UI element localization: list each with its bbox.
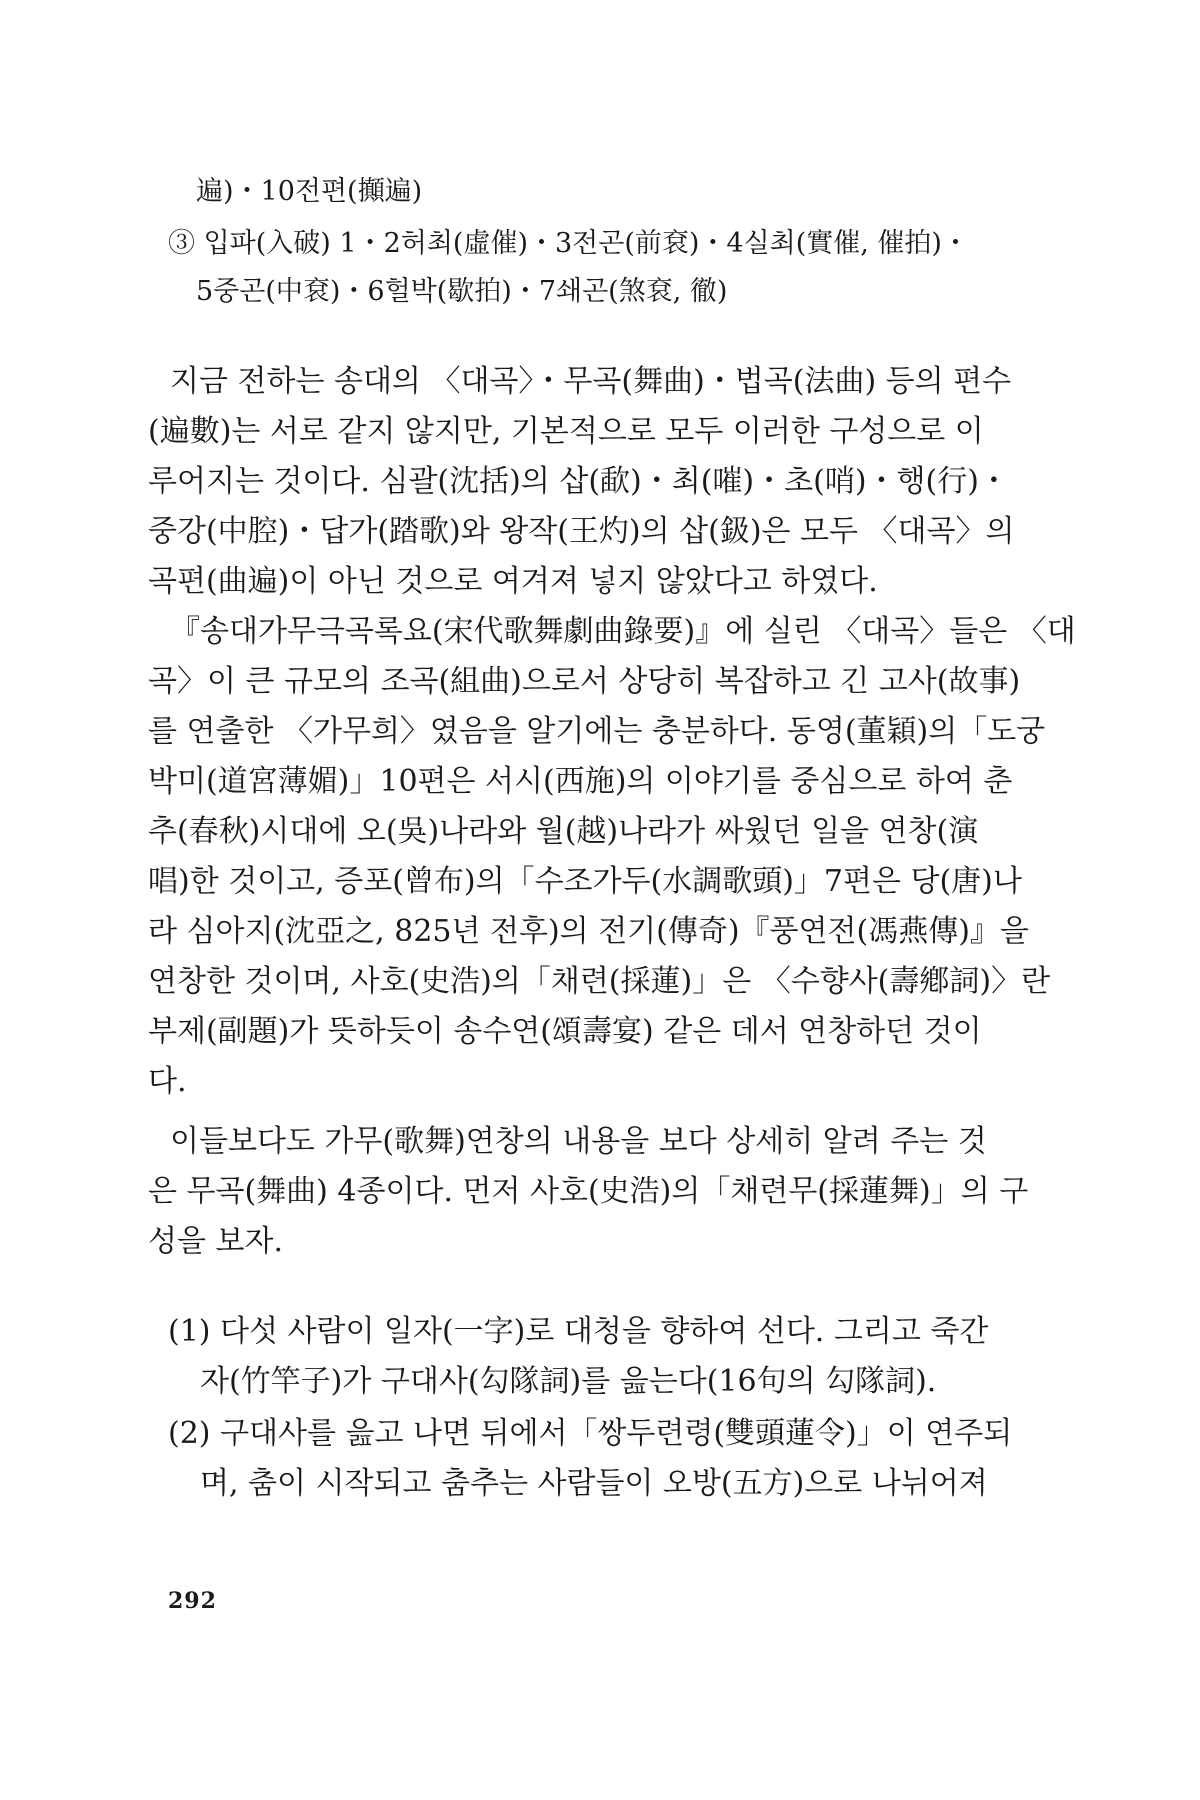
paragraph2-line-4: 박미(道宮薄媚)」10편은 서시(西施)의 이야기를 중심으로 하여 춘 xyxy=(148,764,1013,799)
paragraph3-line-3: 성을 보자. xyxy=(148,1224,283,1259)
paragraph1-line-3: 루어지는 것이다. 심괄(沈括)의 삽(歃)・최(嗺)・초(哨)・행(行)・ xyxy=(148,464,1009,499)
paragraph2-line-3: 를 연출한 〈가무희〉였음을 알기에는 충분하다. 동영(董穎)의「도궁 xyxy=(148,714,1046,749)
paragraph1-line-5: 곡편(曲遍)이 아닌 것으로 여겨져 넣지 않았다고 하였다. xyxy=(148,564,878,599)
numbered-item-2-line-2: 며, 춤이 시작되고 춤추는 사람들이 오방(五方)으로 나뉘어져 xyxy=(200,1466,988,1501)
paragraph1-line-2: (遍數)는 서로 같지 않지만, 기본적으로 모두 이러한 구성으로 이 xyxy=(148,414,984,449)
paragraph2-line-1: 『송대가무극곡록요(宋代歌舞劇曲錄要)』에 실린 〈대곡〉들은 〈대 xyxy=(170,614,1076,649)
paragraph2-line-5: 추(春秋)시대에 오(吳)나라와 월(越)나라가 싸웠던 일을 연창(演 xyxy=(148,814,979,849)
paragraph1-line-4: 중강(中腔)・답가(踏歌)와 왕작(王灼)의 삽(鈒)은 모두 〈대곡〉의 xyxy=(148,514,1015,549)
paragraph2-line-2: 곡〉이 큰 규모의 조곡(組曲)으로서 상당히 복잡하고 긴 고사(故事) xyxy=(148,664,1021,699)
head-list-line-3: 5중곤(中袞)・6헐박(歇拍)・7쇄곤(煞袞, 徹) xyxy=(196,276,728,307)
paragraph1-line-1: 지금 전하는 송대의 〈대곡〉・무곡(舞曲)・법곡(法曲) 등의 편수 xyxy=(170,364,1012,399)
numbered-item-2-line-1: (2) 구대사를 읊고 나면 뒤에서「쌍두련령(雙頭蓮令)」이 연주되 xyxy=(168,1416,1013,1451)
numbered-item-1-line-1: (1) 다섯 사람이 일자(一字)로 대청을 향하여 선다. 그리고 죽간 xyxy=(168,1314,989,1349)
paragraph3-line-2: 은 무곡(舞曲) 4종이다. 먼저 사호(史浩)의「채련무(採蓮舞)」의 구 xyxy=(148,1174,1029,1209)
paragraph2-line-10: 다. xyxy=(148,1064,187,1099)
head-list-line-1: 遍)・10전편(攧遍) xyxy=(196,176,423,207)
paragraph2-line-7: 라 심아지(沈亞之, 825년 전후)의 전기(傳奇)『풍연전(馮燕傳)』을 xyxy=(148,914,1029,949)
page-number: 292 xyxy=(168,1588,217,1614)
head-list-line-2: ③ 입파(入破) 1・2허최(虛催)・3전곤(前袞)・4실최(實催, 催拍)・ xyxy=(168,228,969,259)
paragraph2-line-9: 부제(副題)가 뜻하듯이 송수연(頌壽宴) 같은 데서 연창하던 것이 xyxy=(148,1014,982,1049)
paragraph2-line-6: 唱)한 것이고, 증포(曾布)의「수조가두(水調歌頭)」7편은 당(唐)나 xyxy=(148,864,1022,899)
numbered-item-1-line-2: 자(竹竿子)가 구대사(勾隊詞)를 읊는다(16句의 勾隊詞). xyxy=(200,1364,937,1399)
paragraph3-line-1: 이들보다도 가무(歌舞)연창의 내용을 보다 상세히 알려 주는 것 xyxy=(170,1124,987,1159)
paragraph2-line-8: 연창한 것이며, 사호(史浩)의「채련(採蓮)」은 〈수향사(壽鄕詞)〉란 xyxy=(148,964,1051,999)
